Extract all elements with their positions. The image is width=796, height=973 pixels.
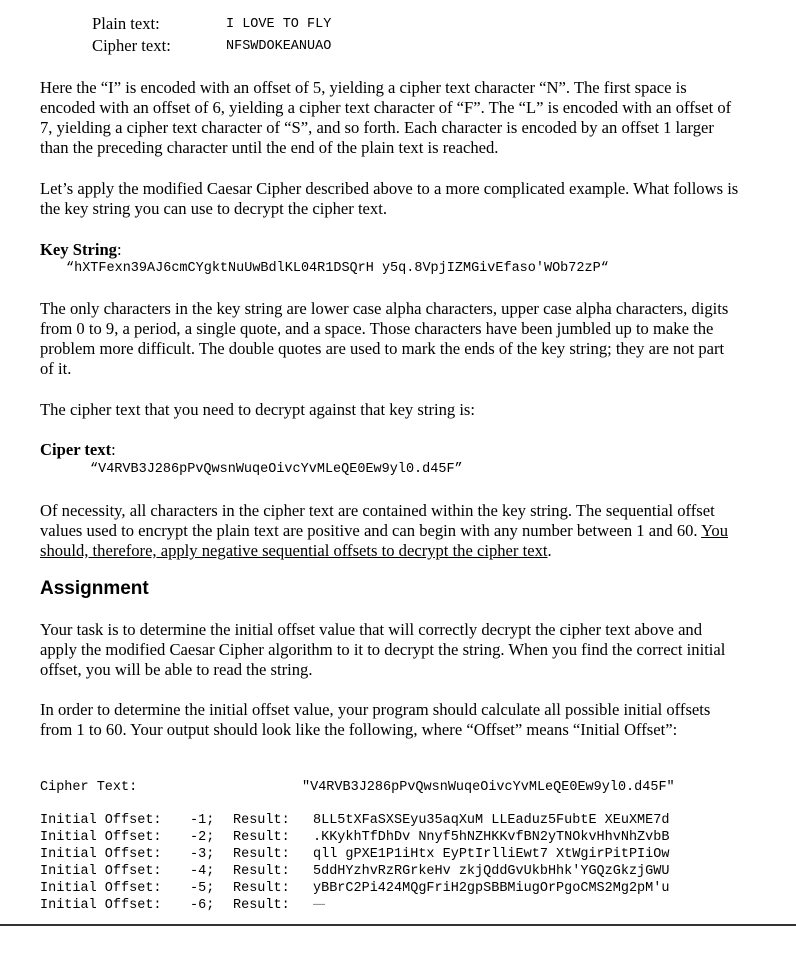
output-offset-value: -3; [190, 847, 215, 862]
paragraph-explanation: Here the “I” is encoded with an offset of 5, yielding a cipher text character “N”. The first space is encoded with an offset of 6, yielding a cipher text character of “F”. The “L” is encoded with an offset of 7, yielding a cipher text character of “S”, and so forth. Each character is encoded by an offset 1 larger than the preceding character until the end of the plain text is reached. [40, 78, 732, 157]
output-result-value: qll gPXE1P1iHtx EyPtIrlliEwt7 XtWgirPitPIiOw [313, 847, 670, 862]
output-cipher-value: "V4RVB3J286pPvQwsnWuqeOivcYvMLeQE0Ew9yl0.d45F" [302, 780, 675, 795]
output-offset-value: -6; [190, 898, 215, 913]
output-offset-label: Initial Offset: [40, 864, 162, 879]
ciper-text-heading [40, 440, 116, 460]
output-result-value: 8LL5tXFaSXSEyu35aqXuM LLEaduz5FubtE XEuXME7d [313, 813, 670, 828]
plain-text-label: Plain text: [92, 14, 160, 33]
paragraph-task: Your task is to determine the initial offset value that will correctly decrypt the cipher text above and apply the modified Caesar Cipher algorithm to it to decrypt the string. When you find the correct initial offset, you will be able to read the string. [40, 620, 726, 679]
output-offset-label: Initial Offset: [40, 881, 162, 896]
output-cipher-label: Cipher Text: [40, 780, 138, 795]
output-result-label: Result: [233, 847, 290, 862]
output-offset-label: Initial Offset: [40, 898, 162, 913]
output-offset-value: -2; [190, 830, 215, 845]
output-row [40, 830, 670, 847]
output-row [40, 847, 670, 864]
output-offset-label: Initial Offset: [40, 847, 162, 862]
key-string-colon: : [116, 240, 122, 259]
ciper-text-colon: : [111, 440, 116, 459]
output-row [40, 881, 670, 898]
output-result-label: Result: [233, 830, 290, 845]
plain-text-value: I LOVE TO FLY [226, 17, 332, 32]
output-row [40, 898, 326, 915]
output-result-value: 5ddHYzhvRzRGrkeHv zkjQddGvUkbHhk'YGQzGkzjGWU [313, 864, 670, 879]
page-bottom-border [0, 924, 796, 926]
paragraph-cipher-intro: The cipher text that you need to decrypt against that key string is: [40, 400, 476, 419]
cipher-text-label: Cipher text: [92, 36, 171, 55]
output-result-label: Result: [233, 864, 290, 879]
output-cipher-row [40, 780, 675, 797]
output-result-value: yBBrC2Pi424MQgFriH2gpSBBMiugOrPgoCMS2Mg2pM'u [313, 881, 670, 896]
paragraph-key-description: The only characters in the key string are lower case alpha characters, upper case alpha characters, digits from 0 to 9, a period, a single quote, and a space. Those characters have been jumbled up to make the problem more difficult. The double quotes are used to mark the ends of the key string; they are not part of it. [40, 299, 729, 378]
output-offset-label: Initial Offset: [40, 813, 162, 828]
output-offset-value: -4; [190, 864, 215, 879]
output-result-label: Result: [233, 881, 290, 896]
ciper-text-value: “V4RVB3J286pPvQwsnWuqeOivcYvMLeQE0Ew9yl0.d45F” [90, 462, 463, 477]
cipher-text-value: NFSWDOKEANUAO [226, 39, 332, 54]
paragraph-intro-key: Let’s apply the modified Caesar Cipher described above to a more complicated example. What follows is the key string you can use to decrypt the cipher text. [40, 179, 739, 218]
output-result-label: Result: [233, 898, 290, 913]
output-result-label: Result: [233, 813, 290, 828]
paragraph-necessity-underlined: You should, therefore, apply negative sequential offsets to decrypt the cipher text [40, 521, 729, 560]
paragraph-necessity-main: Of necessity, all characters in the cipher text are contained within the key string. The sequential offset values used to encrypt the plain text are positive and can begin with any number between 1 and 60. [40, 501, 715, 540]
output-result-value: …… [313, 898, 326, 909]
key-string-label: Key String [40, 240, 117, 259]
assignment-heading: Assignment [40, 578, 149, 599]
ciper-text-label: Ciper text [40, 440, 112, 459]
paragraph-necessity-end: . [547, 541, 552, 560]
output-result-value: .KKykhTfDhDv Nnyf5hNZHKKvfBN2yTNOkvHhvNhZvbB [313, 830, 670, 845]
output-offset-label: Initial Offset: [40, 830, 162, 845]
key-string-value: “hXTFexn39AJ6cmCYgktNuUwBdlKL04R1DSQrH y5q.8VpjIZMGivEfaso'WOb72zP“ [66, 261, 609, 276]
paragraph-necessity [40, 501, 740, 561]
key-string-heading [40, 240, 122, 260]
output-row [40, 864, 670, 881]
paragraph-output-instructions: In order to determine the initial offset value, your program should calculate all possible initial offsets from 1 to 60. Your output should look like the following, where “Offset” means “Initial Offset”: [40, 700, 711, 739]
output-offset-value: -1; [190, 813, 215, 828]
output-offset-value: -5; [190, 881, 215, 896]
output-row [40, 813, 670, 830]
